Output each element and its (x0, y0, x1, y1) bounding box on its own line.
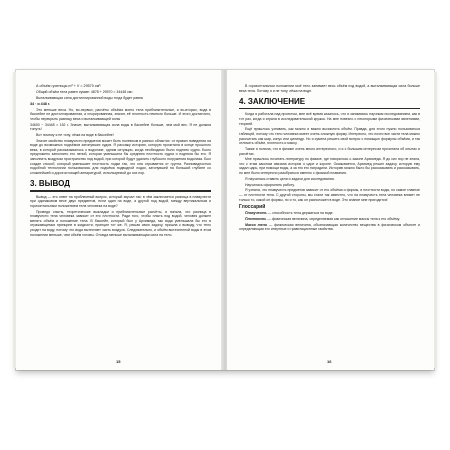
glossary-entry (239, 223, 420, 232)
paragraph: Я научилась ставить цели и задачи для исследования. (245, 176, 335, 181)
paragraph: Когда я работала над проектом, мне всё время казалось, что я занимаюсь научным исследованием, как в тот раз, когда я играла в исследовательской кружок. На мне повезло с некоторыми физическими явлениями, теорией. (239, 112, 420, 126)
paragraph: Проведя опыты, теоретические выкладки и приблизительные расчёты, я поняла, что разница в плавучести тела человека зависит от его плотности. Ради того, чтобы плыть под водой, человек должен менять объём и положение тела. В бассейн, который был у Архимеда, мы вода уменьшала бы его в отражающемся принципе в жидкости, принцип тот же. Я, решая свою задачу, пришла к выводу, что тело уходит на воду, потому что вода вытесняет часть воздуха. Следовательно, и объём вытесненной воды в этом положении меньше, чем объём головы. Отсюда меньше выталкивающая сила на тело. (30, 209, 211, 237)
section-heading-conclusion: 3. ВЫВОД (30, 179, 70, 189)
paragraph: Общий объём тела равен сумме: 4878 + 29570 = 34448 см³. (36, 89, 134, 94)
heading-rule (30, 190, 211, 191)
page-number: 16 (327, 359, 332, 364)
formula-line: 34 · и 448 г. (30, 101, 51, 106)
open-book (16, 70, 434, 370)
glossary-term: Плавучесть (245, 211, 267, 216)
paragraph: Также я поняла, что в физике очень много интересного, и я с большим интересом прочитала об опытах и расчётах. (239, 146, 420, 156)
paragraph: Это меньше веса. Но, во-первых, расчёты объёма моего тела приблизительные, а во-вторых, вода в бассейне не дистиллированная, а хлорированная, значит, её плотность немного больше. И этого достаточно, чтобы перекрыть разницу веса и выталкивающей силы (30, 107, 211, 121)
paragraph: Значит свойство плавучести предметов может быть полезным в разных областях: от правил поведения на воде до возможных подъёмов затонувших судов. Я рассажу историю, которую прочитала в конце прошлого века, в которой рассказывалось о водолазе, одним ситуации, когда необходимо было поднять судно. Было предложено заполнить его пеной, которая уменьшила бы среднюю плотность судна и подняла бы его. Я заполнить воздухом пространство под водой, при которой будут удалить глубокого погружения водолаза. Был создан способ, который уменьшает плотность лодки так, что она отрывается от грунта. Разновидностью подобной технологии пользовались для подъёма подводной лодки, затонувшей на большой глубине со сложнейшей и дорогостоящей аппаратурой, используемой до сих пор. (30, 138, 211, 175)
section-heading-summary: 4. ЗАКЛЮЧЕНИЕ (239, 97, 306, 107)
glossary-definition: — физическая величина, обозначающая количество вещества в физическом объекте и определяющая его инертные и гравитационные свойства. (239, 222, 420, 232)
paragraph: Ещё пришлось узнавать, как можно и важно вычислить объём. Правда, для этого нужно пользоваться таблицей, потому что тело человека имеет очень сложную форму. Интересно, что почти все части тела можно рассчитать как шар, конус или цилиндр. Но я сумела решить свой вопрос с помощью формулы объёма, и так отличить объём, плотность и массу. (239, 127, 420, 146)
paragraph: Выталкивающая сила дистиллированной воды тогда будет равна (36, 95, 143, 100)
glossary-entry (239, 217, 420, 222)
glossary-heading: Глоссарий (239, 204, 266, 211)
paragraph: В горизонтальном положении моё тело занимает весь объём под водой, а выталкивающая сила больше веса тела. Потому я и не тону, лёжа на воде. (239, 84, 420, 93)
paragraph: Я узнала, что плавучесть предметов зависит от его объёма и формы, и плотности воды, но самое главное — от плотности тела. С другой стороны, мы стали так известно, что на плавучесть тела человека влияет не только то, какой он формы, но и то, как он расположен в воде. Это знание мне пригодится! (239, 188, 420, 202)
formula-line: А объём гусеницы m³ + V = 29570 см³. (36, 84, 102, 88)
paragraph: Вот почему я не тону, лёжа на воде в бассейне! (36, 132, 114, 137)
glossary-definition: — физическая величина, определяемая как отношение массы тела к его объёму. (266, 216, 400, 221)
right-page (227, 70, 434, 370)
paragraph: 34600 − 34448 = 152 г. Значит, выталкивающая сила воды в бассейне больше, чем мой вес. Я не должна тонуть! (30, 122, 211, 132)
glossary-term: Плотность (245, 216, 267, 221)
glossary-entry (239, 211, 420, 216)
book-edge-right (434, 72, 437, 368)
paragraph: Научилась оформлять работу. (245, 182, 295, 187)
glossary-definition: — способность тела держаться на воде. (266, 211, 334, 216)
left-page (16, 70, 223, 370)
paragraph: Вывод — это ответ на проблемный вопрос, который звучал так: в чём заключается разница в плавучести при одинаковом весе двух предметов, если один на воде, а другой под водой, между вертикальным и горизонтальным положением тела человека на воде? (30, 194, 211, 208)
page-number: 15 (116, 359, 121, 364)
glossary-term: Масса тела (245, 222, 267, 227)
heading-rule (239, 108, 420, 109)
paragraph: Мне пришлось почитать литературу по физике, где говорилось о законе Архимеда. Я до сих пор не знала, что с этим законом связана история о царе и короне. Оказывается, Архимед решил задачу, которую ему задал царь, при помощи воды, а за это его наградили. Историю можно было бы рассказывать и рассказывать, но мне было интересно разобраться именно с физикой плавания. (239, 157, 420, 176)
